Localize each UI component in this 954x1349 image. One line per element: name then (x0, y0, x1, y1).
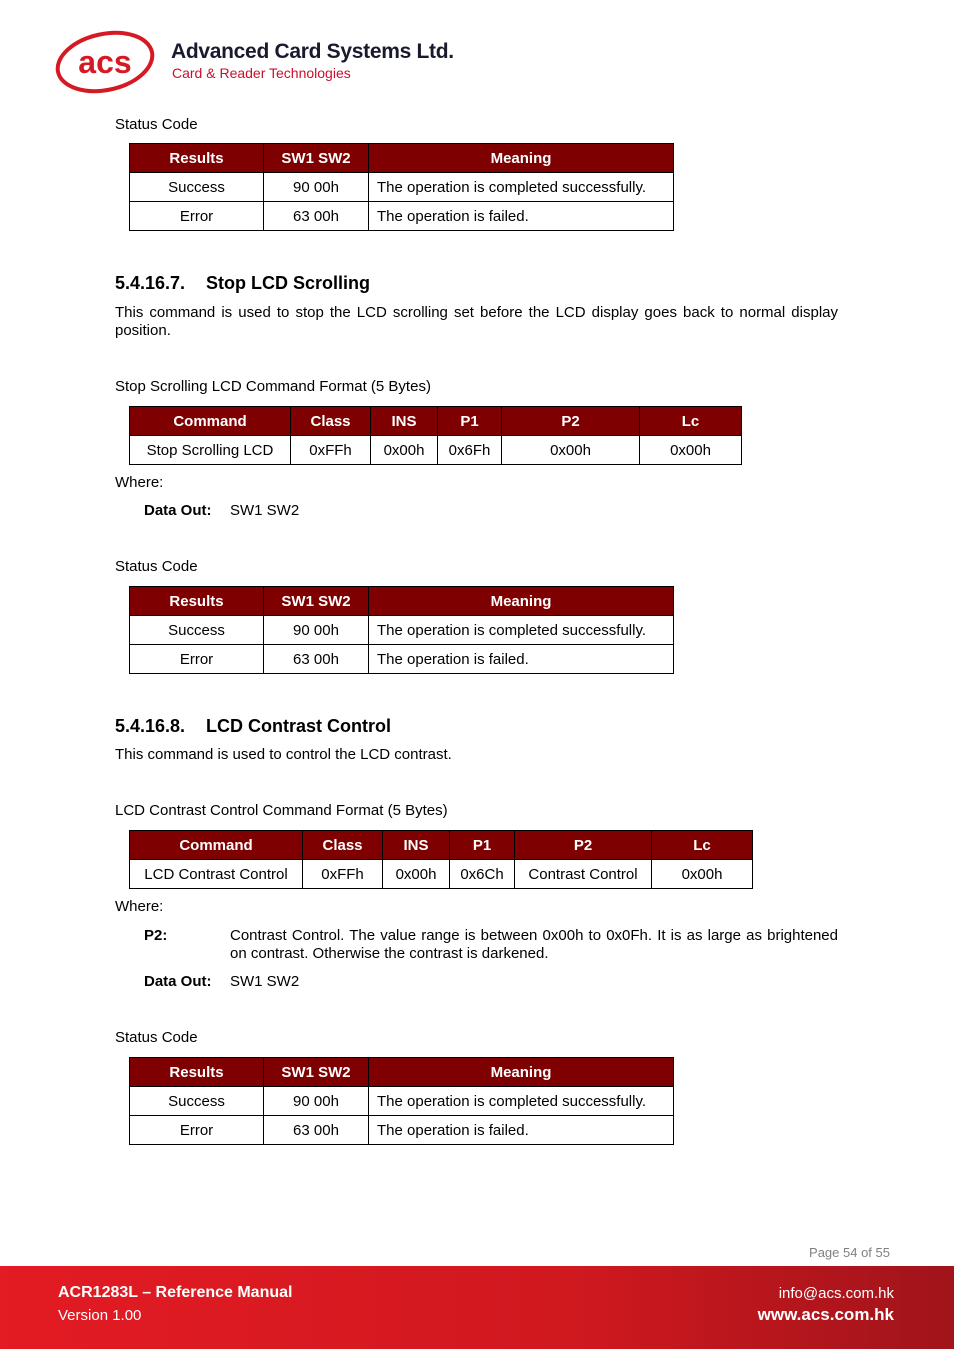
th-sw: SW1 SW2 (264, 1058, 369, 1087)
cell: 0x00h (383, 860, 450, 889)
table-row (130, 436, 742, 465)
th-results: Results (130, 1058, 264, 1087)
cell: Contrast Control (515, 860, 652, 889)
cell: LCD Contrast Control (130, 860, 303, 889)
cell: 0xFFh (303, 860, 383, 889)
p2-description: Contrast Control. The value range is between 0x00h to 0x0Fh. It is as large as brightened on contrast. Otherwise the contrast is darkened. (230, 927, 838, 962)
section-number: 5.4.16.8. (115, 716, 186, 736)
cell: 90 00h (264, 173, 369, 202)
section-heading (115, 273, 370, 294)
cell: 63 00h (264, 1116, 369, 1145)
status-code-caption: Status Code (115, 1029, 198, 1046)
table-row (130, 202, 674, 231)
table-row (130, 616, 674, 645)
th-meaning: Meaning (369, 144, 674, 173)
th-p2: P2 (515, 831, 652, 860)
table-row (130, 645, 674, 674)
cell: 90 00h (264, 1087, 369, 1116)
cell: The operation is completed successfully. (369, 1087, 674, 1116)
section-heading (115, 716, 391, 737)
cell: Success (130, 1087, 264, 1116)
section-number: 5.4.16.7. (115, 273, 186, 293)
th-class: Class (303, 831, 383, 860)
status-code-caption: Status Code (115, 116, 198, 133)
th-p1: P1 (450, 831, 515, 860)
cell: The operation is completed successfully. (369, 173, 674, 202)
th-results: Results (130, 144, 264, 173)
table-row (130, 860, 753, 889)
cell: Stop Scrolling LCD (130, 436, 291, 465)
section-description: This command is used to control the LCD contrast. (115, 746, 452, 763)
cell: 63 00h (264, 645, 369, 674)
table-row (130, 173, 674, 202)
data-out-value: SW1 SW2 (230, 973, 300, 990)
cell: Success (130, 173, 264, 202)
section-title: LCD Contrast Control (206, 716, 391, 736)
format-caption: LCD Contrast Control Command Format (5 Bytes) (115, 802, 448, 819)
th-p2: P2 (502, 407, 640, 436)
cell: 63 00h (264, 202, 369, 231)
cell: 90 00h (264, 616, 369, 645)
logo-mark: acs (78, 44, 132, 80)
data-out-value: SW1 SW2 (230, 502, 300, 519)
status-table-3 (129, 1057, 674, 1145)
status-table-1 (129, 143, 674, 231)
cell: 0x00h (502, 436, 640, 465)
th-lc: Lc (640, 407, 742, 436)
cell: 0x00h (371, 436, 438, 465)
cell: 0x6Ch (450, 860, 515, 889)
cell: Success (130, 616, 264, 645)
cell: Error (130, 1116, 264, 1145)
th-meaning: Meaning (369, 587, 674, 616)
format-caption: Stop Scrolling LCD Command Format (5 Bytes) (115, 378, 431, 395)
command-table-stop (129, 406, 742, 465)
document-version: Version 1.00 (58, 1307, 142, 1324)
data-out-label: Data Out: (144, 502, 212, 519)
cell: 0xFFh (291, 436, 371, 465)
th-ins: INS (383, 831, 450, 860)
cell: Error (130, 645, 264, 674)
section-description: This command is used to stop the LCD scrolling set before the LCD display goes back to normal display position. (115, 304, 838, 339)
p2-label: P2: (144, 927, 168, 944)
th-command: Command (130, 831, 303, 860)
data-out-label: Data Out: (144, 973, 212, 990)
website-link: www.acs.com.hk (757, 1305, 894, 1324)
company-tagline: Card & Reader Technologies (172, 65, 351, 81)
cell: The operation is failed. (369, 202, 674, 231)
cell: The operation is completed successfully. (369, 616, 674, 645)
contact-email: info@acs.com.hk (778, 1285, 894, 1302)
command-table-contrast (129, 830, 753, 889)
page-number: Page 54 of 55 (809, 1245, 890, 1260)
th-sw: SW1 SW2 (264, 587, 369, 616)
cell: 0x00h (652, 860, 753, 889)
where-label: Where: (115, 898, 164, 915)
document-title: ACR1283L – Reference Manual (58, 1284, 293, 1301)
cell: The operation is failed. (369, 645, 674, 674)
th-ins: INS (371, 407, 438, 436)
cell: 0x00h (640, 436, 742, 465)
th-results: Results (130, 587, 264, 616)
table-row (130, 1116, 674, 1145)
section-title: Stop LCD Scrolling (206, 273, 370, 293)
cell: The operation is failed. (369, 1116, 674, 1145)
th-command: Command (130, 407, 291, 436)
status-code-caption: Status Code (115, 558, 198, 575)
table-row (130, 1087, 674, 1116)
cell: 0x6Fh (438, 436, 502, 465)
th-class: Class (291, 407, 371, 436)
status-table-2 (129, 586, 674, 674)
th-lc: Lc (652, 831, 753, 860)
company-name: Advanced Card Systems Ltd. (171, 40, 454, 63)
th-sw: SW1 SW2 (264, 144, 369, 173)
where-label: Where: (115, 474, 164, 491)
th-p1: P1 (438, 407, 502, 436)
th-meaning: Meaning (369, 1058, 674, 1087)
cell: Error (130, 202, 264, 231)
